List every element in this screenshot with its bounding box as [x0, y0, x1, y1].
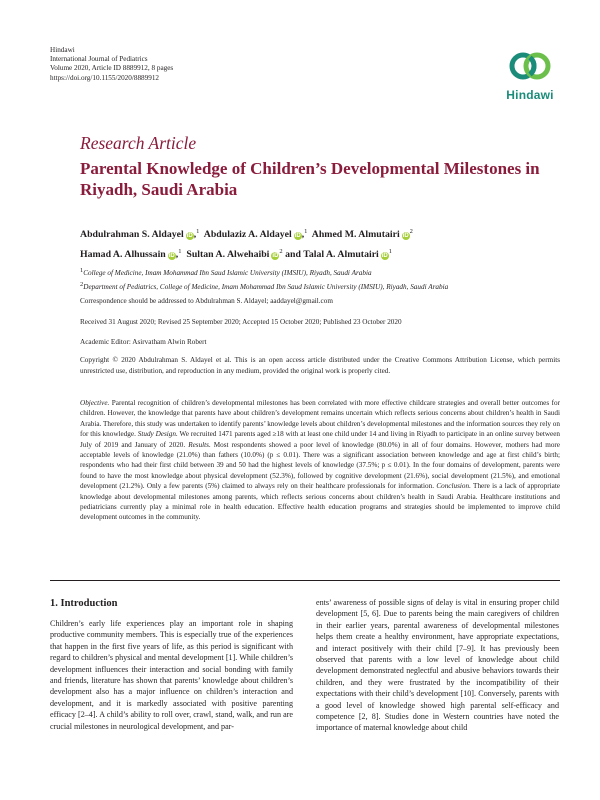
logo-wordmark: Hindawi: [506, 88, 554, 102]
journal-name: International Journal of Pediatrics: [50, 55, 148, 64]
author[interactable]: Talal A. Almutairi $iD^1$: [303, 248, 393, 260]
affiliation: $^1$College of Medicine, Imam Mohammad Ibn Saud Islamic University (IMSIU), Riyadh, Saudi Arabia: [80, 267, 372, 277]
article-type: Research Article: [80, 133, 197, 153]
journal-info: [50, 46, 173, 83]
abstract-label-results: Results.: [188, 440, 211, 449]
orcid-icon[interactable]: iD: [381, 253, 388, 259]
body-paragraph: Children’s early life experiences play an important role in shaping productive community members. This is especially true of the experiences that happen in the first five years of life, as this period is significant with regard to children’s physical and mental development [1]. While children’s development influences their interaction and social bonding with family and friends, literature has shown that parents’ knowledge about children’s development also has a major influence on children’s interaction and development, and it is markedly associated with positive parenting efficacy [2–4]. A child’s ability to roll over, crawl, stand, walk, and run are crucial milestones in neurological development, and par-: [50, 619, 293, 731]
author[interactable]: Ahmed M. Almutairi $iD^2$: [311, 228, 413, 240]
abstract-conclusion: There is a lack of appropriate knowledge about developmental milestones among parents, which reflects serious concerns about children’s health in Saudi Arabia. Healthcare institutions and pediatricians currently play a minimal role in health education. Effective health education programs and strategies should be implemented to improve child development outcomes in the community.: [80, 482, 561, 522]
author[interactable]: Hamad A. Alhussain iD,$^1$: [80, 248, 182, 260]
volume-line: Volume 2020, Article ID 8889912, 8 pages: [50, 64, 174, 73]
body-paragraph: ents’ awareness of possible signs of delay is vital in ensuring proper child development [5, 6]. Due to parents being the main caregivers of children in their earlier years, parental awareness of developmental milestones helps them create a healthy environment, have appropriate expectations, and interact positively with their child [7–9]. It has previously been observed that parents with a low level of knowledge about child development demonstrated neglectful and abusive behaviors towards their children, and they were frustrated by the incompatibility of their expectations with their child’s development [10]. Conversely, parents with a good level of knowledge showed high parental self-efficacy and competence [2, 8]. Studies done in Western countries have noted the importance of maternal knowledge about child: [316, 598, 559, 733]
correspondence: Correspondence should be addressed to Abdulrahman S. Aldayel; aaddayel@gmail.com: [80, 297, 333, 305]
orcid-icon[interactable]: iD: [168, 253, 175, 259]
abstract-label-conclusion: Conclusion.: [436, 482, 471, 491]
abstract-results: Most respondents showed a poor level of knowledge (80.0%) in all of four domains. However, mothers had more acceptable levels of knowledge (21.0%) than fathers (10.0%) (p ≤ 0.01). There was a significant association between knowledge and age at first child’s birth; respondents who had their first child between 39 and 50 had the highest levels of knowledge (37.5%; p ≤ 0.01). In the four domains of development, parents were found to have the most knowledge about physical development (52.3%), followed by cognitive development (21.6%), social development (21.5%), and emotional development (21.2%). Only a few parents (5%) claimed to always rely on their healthcare professionals for information.: [80, 440, 560, 491]
affiliation: $^2$Department of Pediatrics, College of Medicine, Imam Mohammad Ibn Saud Islamic University (IMSIU), Riyadh, Saudi Arabia: [80, 281, 449, 291]
orcid-icon[interactable]: iD: [272, 253, 279, 259]
author[interactable]: Abdulaziz A. Aldayel iD,$^1$: [203, 228, 308, 240]
body-column-left: [50, 618, 293, 732]
abstract-label-objective: Objective.: [80, 399, 110, 407]
orcid-icon[interactable]: iD: [294, 233, 301, 239]
publisher-logo: [500, 46, 560, 106]
publisher: Hindawi: [50, 46, 75, 54]
abstract: [80, 398, 560, 523]
section-heading: 1. Introduction: [50, 598, 118, 609]
hindawi-logo-icon: [508, 46, 552, 86]
abstract-design: We recruited 1471 parents aged ≥18 with at least one child under 14 and living in Riyadh to participate in an online survey between July of 2019 and January of 2020.: [80, 430, 560, 449]
section-divider: [50, 580, 560, 581]
copyright-notice: Copyright © 2020 Abdulrahman S. Aldayel et al. This is an open access article distributed under the Creative Commons Attribution License, which permits unrestricted use, distribution, and reproduction in any medium, provided the original work is properly cited.: [80, 356, 560, 375]
author[interactable]: Sultan A. Alwehaibi $iD^2$: [186, 248, 283, 260]
author-list: [80, 223, 560, 263]
publication-dates: Received 31 August 2020; Revised 25 September 2020; Accepted 15 October 2020; Published 23 October 2020: [80, 318, 402, 326]
body-column-right: [316, 597, 559, 734]
orcid-icon[interactable]: iD: [186, 233, 193, 239]
paper-title: Parental Knowledge of Children’s Developmental Milestones in Riyadh, Saudi Arabia: [80, 159, 540, 199]
author-conjunction: and: [285, 249, 301, 260]
abstract-label-design: Study Design.: [137, 430, 178, 439]
affiliations: [80, 265, 560, 293]
orcid-icon[interactable]: iD: [402, 233, 409, 239]
author[interactable]: Abdulrahman S. Aldayel iD,$^1$: [80, 228, 200, 240]
doi-link[interactable]: https://doi.org/10.1155/2020/8889912: [50, 73, 160, 82]
abstract-objective: Parental recognition of children’s developmental milestones has been correlated with more effective childcare strategies and overall better outcomes for children. However, the knowledge that parents have about children’s development remains uncertain which reflects serious concerns about children’s health in Saudi Arabia. Therefore, this study was undertaken to identify parents’ knowledge levels about children’s developmental milestones and the information sources they rely on for this knowledge.: [80, 399, 560, 439]
academic-editor: Academic Editor: Asirvatham Alwin Robert: [80, 338, 207, 346]
